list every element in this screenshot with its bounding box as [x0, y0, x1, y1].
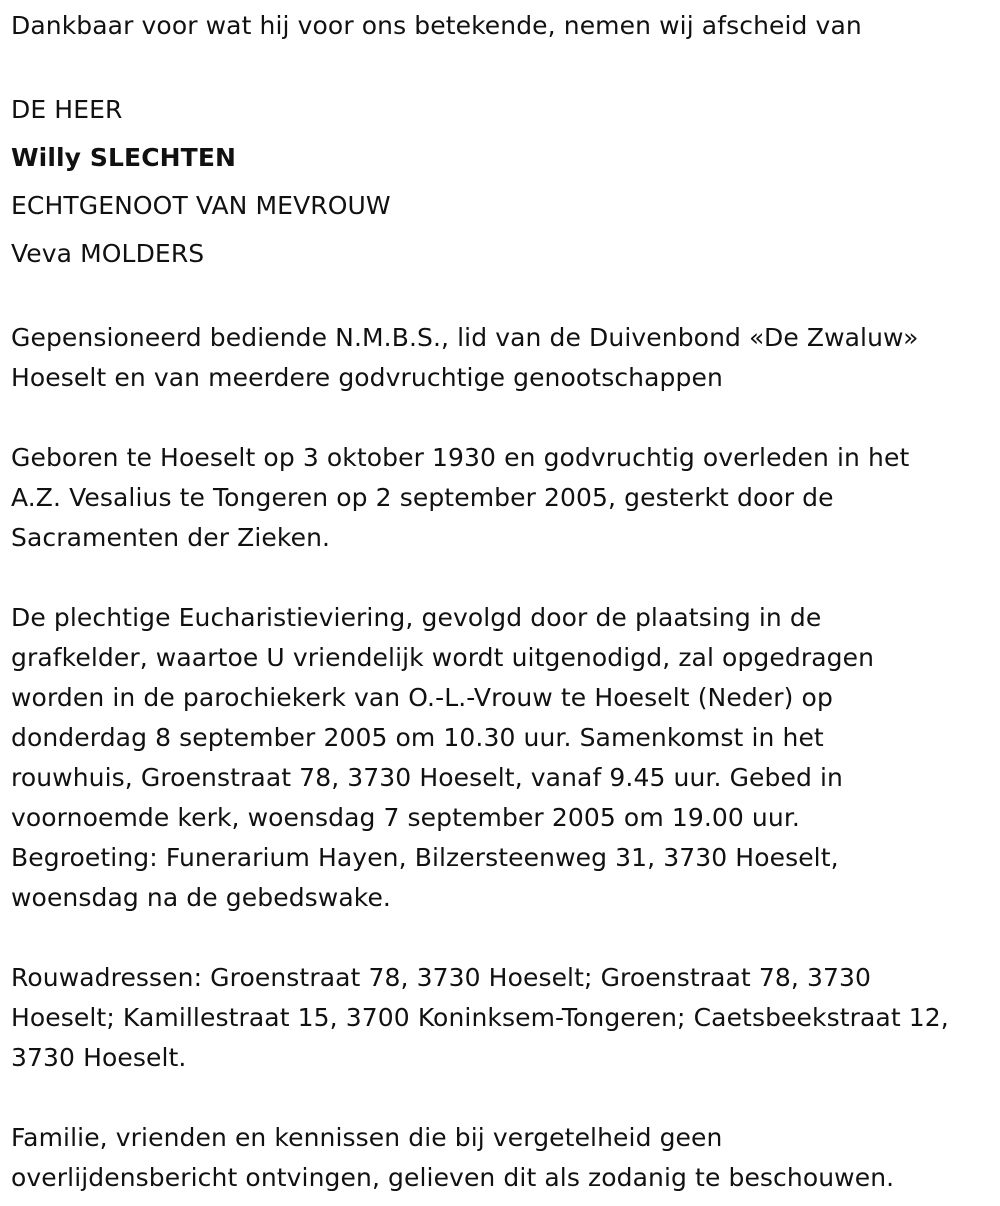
occupation-paragraph — [11, 318, 990, 398]
spacer — [11, 1078, 990, 1118]
ceremony-line: Begroeting: Funerarium Hayen, Bilzersteenweg 31, 3730 Hoeselt, — [11, 843, 839, 872]
spacer — [11, 278, 990, 318]
deceased-name: Willy SLECHTEN — [11, 143, 237, 172]
address-line: Rouwadressen: Groenstraat 78, 3730 Hoeselt; Groenstraat 78, 3730 — [11, 963, 872, 992]
birth-death-line: A.Z. Vesalius te Tongeren op 2 september 2005, gesterkt door de — [11, 483, 834, 512]
occupation-line: Gepensioneerd bediende N.M.B.S., lid van de Duivenbond «De Zwaluw» — [11, 323, 919, 352]
closing-line: Familie, vrienden en kennissen die bij vergetelheid geen — [11, 1123, 723, 1152]
intro-text: Dankbaar voor wat hij voor ons betekende, nemen wij afscheid van — [11, 11, 862, 40]
spacer — [11, 46, 990, 86]
ceremony-paragraph — [11, 598, 990, 918]
ceremony-line: rouwhuis, Groenstraat 78, 3730 Hoeselt, vanaf 9.45 uur. Gebed in — [11, 763, 843, 792]
closing-paragraph — [11, 1118, 990, 1198]
address-paragraph — [11, 958, 990, 1078]
birth-death-line: Geboren te Hoeselt op 3 oktober 1930 en godvruchtig overleden in het — [11, 443, 910, 472]
address-line: Hoeselt; Kamillestraat 15, 3700 Koninksem-Tongeren; Caetsbeekstraat 12, — [11, 1003, 949, 1032]
ceremony-line: woensdag na de gebedswake. — [11, 883, 391, 912]
ceremony-line: grafkelder, waartoe U vriendelijk wordt uitgenodigd, zal opgedragen — [11, 643, 875, 672]
closing-line: overlijdensbericht ontvingen, gelieven dit als zodanig te beschouwen. — [11, 1163, 895, 1192]
birth-death-line: Sacramenten der Zieken. — [11, 523, 331, 552]
ceremony-line: voornoemde kerk, woensdag 7 september 2005 om 19.00 uur. — [11, 803, 800, 832]
spacer — [11, 918, 990, 958]
spouse-name: Veva MOLDERS — [11, 239, 205, 268]
birth-death-paragraph — [11, 438, 990, 558]
occupation-line: Hoeselt en van meerdere godvruchtige genootschappen — [11, 363, 723, 392]
ceremony-line: donderdag 8 september 2005 om 10.30 uur. Samenkomst in het — [11, 723, 824, 752]
spacer — [11, 558, 990, 598]
title-text: DE HEER — [11, 95, 123, 124]
spacer — [11, 398, 990, 438]
ceremony-line: worden in de parochiekerk van O.-L.-Vrouw te Hoeselt (Neder) op — [11, 683, 833, 712]
relation-text: ECHTGENOOT VAN MEVROUW — [11, 191, 391, 220]
address-line: 3730 Hoeselt. — [11, 1043, 187, 1072]
ceremony-line: De plechtige Eucharistieviering, gevolgd door de plaatsing in de — [11, 603, 822, 632]
